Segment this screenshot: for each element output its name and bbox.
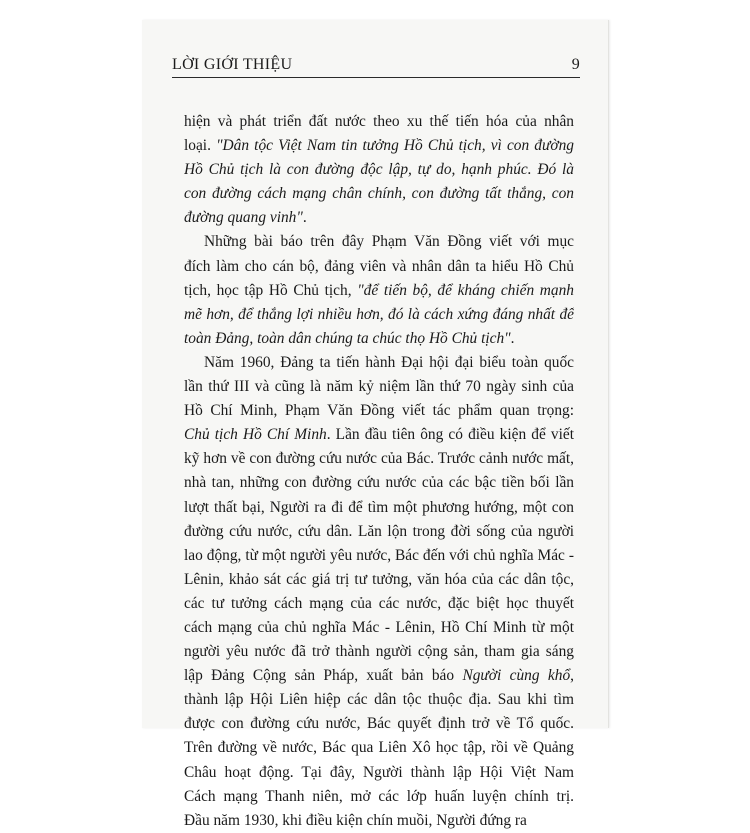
text-line (184, 230, 574, 254)
text-run: đường cứu nước, cứu dân. Lăn lộn trong đời sống của người (184, 522, 574, 540)
text-line (184, 423, 574, 447)
italic-text: "để tiến bộ, để kháng chiến mạnh (357, 281, 574, 299)
text-line (184, 520, 574, 544)
text-run: hiện và phát triển đất nước theo xu thế tiến hóa của nhân (184, 113, 574, 130)
text-run: Năm 1960, Đảng ta tiến hành Đại hội đại biểu toàn quốc (204, 353, 574, 371)
paragraph (184, 110, 574, 230)
text-run: , (570, 667, 574, 685)
text-run: . (302, 209, 307, 227)
text-run: Những bài báo trên đây Phạm Văn Đồng viết với mục (204, 233, 574, 251)
text-line (184, 809, 574, 833)
text-run: Trên đường về nước, Bác qua Liên Xô học tập, rồi về Quảng (184, 739, 574, 757)
text-line (184, 664, 574, 688)
text-line (184, 134, 574, 158)
text-run: Châu hoạt động. Tại đây, Người thành lập Hội Việt Nam (184, 763, 574, 781)
text-run: lập Đảng Cộng sản Pháp, xuất bản báo (184, 667, 463, 685)
text-line (184, 158, 574, 182)
text-run: Lênin, khảo sát các giá trị tư tưởng, văn hóa của các dân tộc, (184, 570, 574, 588)
text-run: . Lần đầu tiên ông có điều kiện để viết (326, 426, 574, 444)
body-text (184, 110, 574, 833)
text-line (184, 206, 574, 230)
text-run: thành lập Hội Liên hiệp các dân tộc thuộc địa. Sau khi tìm (184, 691, 574, 709)
text-run: lượt thất bại, Người ra đi để tìm một phương hướng, một con (184, 498, 574, 516)
text-run: Cách mạng Thanh niên, mở các lớp huấn luyện chính trị. (184, 787, 574, 805)
text-line (184, 712, 574, 736)
text-run: đích làm cho cán bộ, đảng viên và nhân dân ta hiểu Hồ Chủ (184, 257, 574, 275)
text-line (184, 688, 574, 712)
text-run: kỹ hơn về con đường cứu nước của Bác. Trước cảnh nước mất, (184, 450, 574, 468)
italic-text: Người cùng khổ (462, 667, 571, 685)
italic-text: mẽ hơn, để thắng lợi nhiều hơn, đó là cách xứng đáng nhất để (184, 305, 574, 323)
paragraph (184, 230, 574, 350)
section-title: LỜI GIỚI THIỆU (172, 56, 293, 73)
text-line (184, 736, 574, 760)
text-line (184, 110, 574, 134)
text-line (184, 640, 574, 664)
text-run: Hồ Chí Minh, Phạm Văn Đồng viết tác phẩm quan trọng: (184, 402, 574, 420)
text-line (184, 351, 574, 375)
text-run: tịch, học tập Hồ Chủ tịch, (184, 281, 358, 299)
text-line (184, 568, 574, 592)
text-run: . (510, 329, 515, 347)
italic-text: con đường cách mạng chân chính, con đường tất thắng, con (184, 185, 574, 203)
paragraph (184, 351, 574, 833)
text-line (184, 785, 574, 809)
text-line (184, 399, 574, 423)
text-run: người yêu nước đã trở thành người cộng sản, tham gia sáng (184, 643, 574, 661)
text-line (184, 592, 574, 616)
text-run: loại. (184, 137, 217, 155)
italic-text: toàn Đảng, toàn dân chúng ta chúc thọ Hồ Chủ tịch" (184, 329, 511, 347)
text-line (184, 279, 574, 303)
italic-text: Chủ tịch Hồ Chí Minh (184, 426, 327, 444)
text-line (184, 496, 574, 520)
text-run: cách mạng của chủ nghĩa Mác - Lênin, Hồ Chí Minh từ một (184, 618, 574, 636)
text-line (184, 303, 574, 327)
italic-text: "Dân tộc Việt Nam tin tưởng Hồ Chủ tịch, vì con đường (216, 137, 574, 155)
text-run: lần thứ III và cũng là năm kỷ niệm lần thứ 70 ngày sinh của (184, 378, 574, 396)
header-rule (172, 77, 580, 78)
italic-text: Hồ Chủ tịch là con đường độc lập, tự do, hạnh phúc. Đó là (184, 161, 574, 179)
text-line (184, 616, 574, 640)
text-line (184, 375, 574, 399)
text-run: các tư tưởng cách mạng của các nước, đặc biệt học thuyết (184, 594, 574, 612)
running-header (172, 54, 580, 74)
page-number: 9 (571, 56, 580, 73)
text-line (184, 182, 574, 206)
text-line (184, 327, 574, 351)
text-run: Đầu năm 1930, khi điều kiện chín muồi, Người đứng ra (184, 811, 527, 829)
italic-text: đường quang vinh" (184, 209, 303, 227)
text-run: nhà tan, những con đường cứu nước của các bậc tiền bối lần (184, 474, 574, 492)
text-line (184, 447, 574, 471)
text-line (184, 471, 574, 495)
text-line (184, 544, 574, 568)
text-run: được con đường cứu nước, Bác quyết định trở về Tổ quốc. (184, 715, 574, 733)
text-line (184, 255, 574, 279)
text-line (184, 761, 574, 785)
text-run: lao động, từ một người yêu nước, Bác đến với chủ nghĩa Mác - (184, 546, 574, 564)
book-page (142, 20, 609, 829)
